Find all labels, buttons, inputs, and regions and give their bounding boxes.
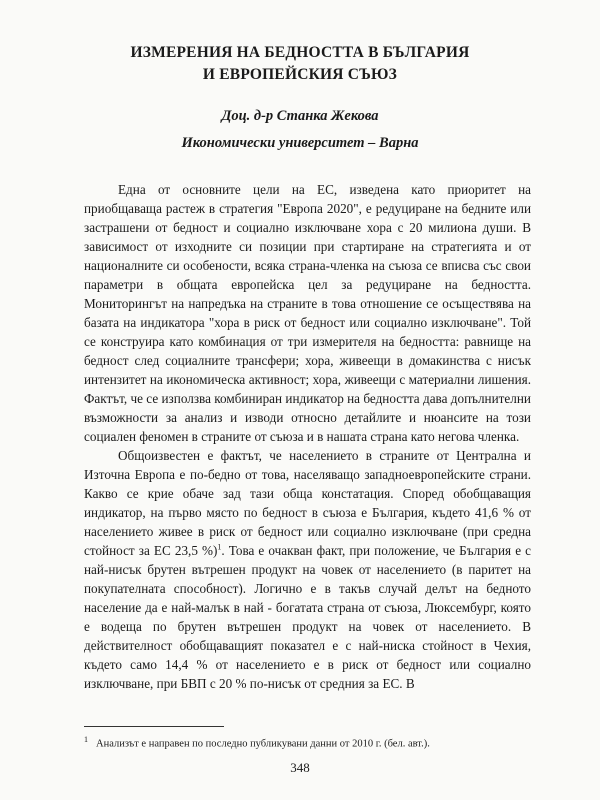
article-title bbox=[0, 42, 600, 86]
paragraph-2-text-a: Общоизвестен е фактът, че населението в страните от Централна и Източна Европа е по-бедно от това, населяващо западноевропейските страни. Какво се крие обаче зад тази обща констатация. Според обобщаващия индикатор, на първо място по бедност в съюза е България, където 41,6 % от населението живее в риск от бедност или социално изключване (при средна стойност за ЕС 23,5 %) bbox=[84, 448, 531, 558]
title-line-2: И ЕВРОПЕЙСКИЯ СЪЮЗ bbox=[202, 66, 398, 83]
paragraph-2 bbox=[84, 446, 531, 693]
footnote-text: Анализът е направен по последно публикувани данни от 2010 г. (бел. авт.). bbox=[96, 738, 430, 750]
footnote-reference: 1 bbox=[217, 542, 222, 552]
paragraph-1: Една от основните цели на ЕС, изведена като приоритет на приобщаваща растеж в стратегия "Европа 2020", е редуциране на бедните или застрашени от бедност и социално изключване хора с 20 милиона души. В зависимост от изходните си позиции при стартиране на стратегията и от националните си особености, всяка страна-членка на съюза се вписва със свои параметри в общата европейска цел за редуциране на бедността. Мониторингът на напредъка на страните в това отношение се осъществява на базата на индикатора "хора в риск от бедност или социално изключване". Той се конструира като комбинация от три измерителя на бедността: равнище на бедност след социалните трансфери; хора, живеещи в домакинства с нисък интензитет на икономическа активност; хора, живеещи с материални лишения. Фактът, че се използва комбиниран индикатор на бедността дава допълнителни възможности за анализ и изводи относно детайлите и нюансите на този социален феномен в страните от съюза и в нашата страна като негова членка. bbox=[84, 182, 531, 444]
author-affiliation: Икономически университет – Варна bbox=[181, 135, 419, 151]
footnote-divider bbox=[84, 726, 224, 727]
title-line-1: ИЗМЕРЕНИЯ НА БЕДНОСТТА В БЪЛГАРИЯ bbox=[130, 44, 470, 61]
footnote-mark: 1 bbox=[84, 735, 88, 744]
paragraph-2-text-b: . Това е очакван факт, при положение, че България е с най-нисък брутен вътрешен продукт на човек от населението (в паритет на покупателната способност). Логично е в такъв случай делът на бедното население да е най-малък в най - богатата страна от съюза, Люксембург, която е водеща по брутен вътрешен продукт на човек от населението. В действителност обобщаващият показател е с най-ниска стойност в Чехия, където само 14,4 % от населението е в риск от бедност или социално изключване, при БВП с 20 % по-нисък от средния за ЕС. В bbox=[84, 543, 532, 691]
author-name: Доц. д-р Станка Жекова bbox=[221, 108, 379, 124]
page-number: 348 bbox=[290, 760, 310, 775]
footnote bbox=[84, 733, 531, 752]
article-body bbox=[84, 180, 531, 693]
